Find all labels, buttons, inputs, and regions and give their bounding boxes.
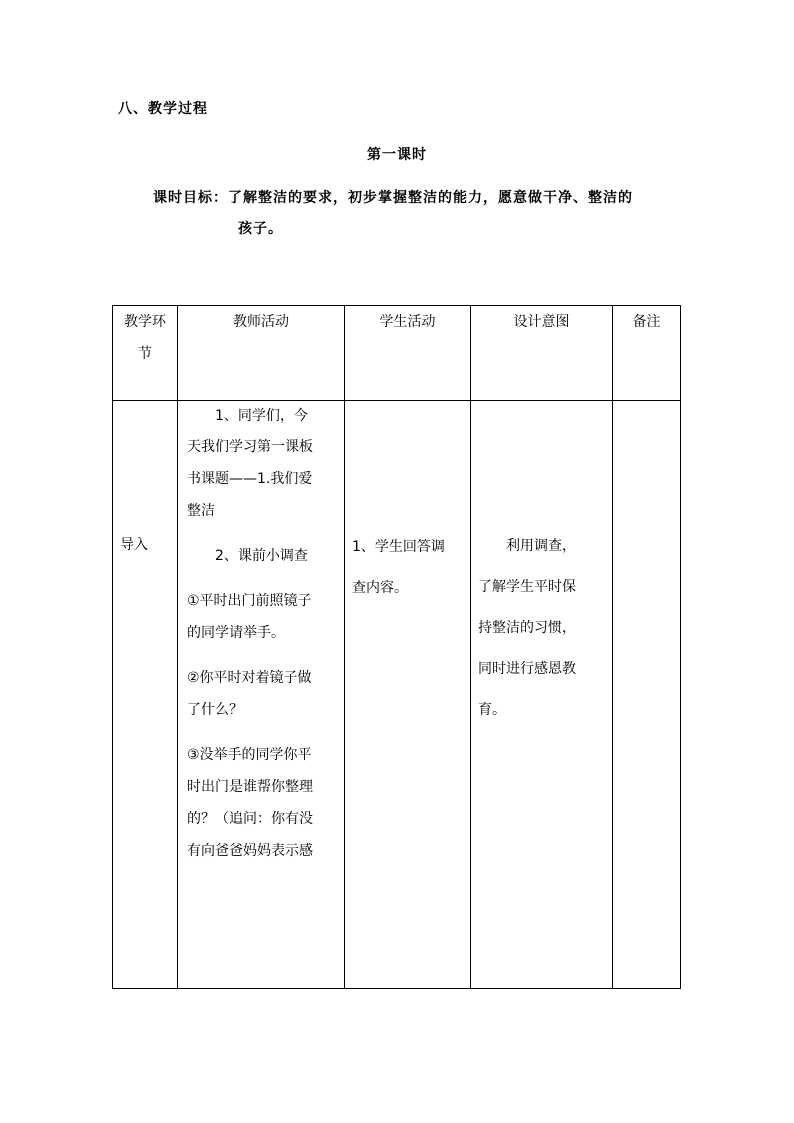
teacher-line: 的？（追问：你有没 [187,811,313,827]
table-row [113,401,681,989]
teacher-line: 了什么？ [187,702,243,718]
student-line: 1、学生回答调 [352,539,445,555]
teacher-line: ①平时出门前照镜子 [187,593,312,609]
section-heading: 八、教学过程 [118,101,208,117]
teacher-line: 的同学请举手。 [187,625,285,641]
header-student-activity [345,306,471,401]
teacher-line: ②你平时对着镜子做 [187,670,312,686]
student-line: 查内容。 [352,580,408,596]
teacher-line: 书课题——1.我们爱 [187,471,313,487]
teacher-line: 时出门是谁帮你整理 [187,779,313,795]
header-stage-line-2: 节 [138,346,152,362]
header-student-label: 学生活动 [379,314,436,330]
design-line: 利用调查， [506,538,576,554]
design-line: 育。 [478,702,506,718]
cell-student-activity [345,401,471,989]
teacher-line: ③没举手的同学你平 [187,747,312,763]
header-teacher-activity [178,306,345,401]
header-design-label: 设计意图 [513,314,570,330]
header-teacher-label: 教师活动 [233,314,289,330]
lesson-title: 第一课时 [367,147,427,163]
teacher-line: 2、课前小调查 [215,548,308,564]
teacher-line: 有向爸爸妈妈表示感 [187,843,313,859]
teacher-line: 1、同学们，今 [215,408,308,424]
teacher-line: 整洁 [187,503,215,519]
cell-design-intent [471,401,613,989]
design-line: 同时进行感恩教 [478,661,576,677]
design-line: 了解学生平时保 [478,579,576,595]
cell-teacher-activity [178,401,345,989]
teacher-line: 天我们学习第一课板 [187,439,313,455]
cell-stage [113,401,178,989]
header-note-label: 备注 [632,314,661,330]
header-design-intent [471,306,613,401]
header-note [613,306,681,401]
lesson-objective-line-1: 课时目标：了解整洁的要求，初步掌握整洁的能力，愿意做干净、整洁的 [153,190,633,206]
header-stage [113,306,178,401]
design-line: 持整洁的习惯， [478,620,576,636]
table-header-row [113,306,681,401]
lesson-plan-table [112,305,681,989]
lesson-objective-line-2: 孩子。 [238,221,283,237]
cell-note [613,401,681,989]
header-stage-line-1: 教学环 [124,314,166,330]
stage-label: 导入 [120,537,148,553]
